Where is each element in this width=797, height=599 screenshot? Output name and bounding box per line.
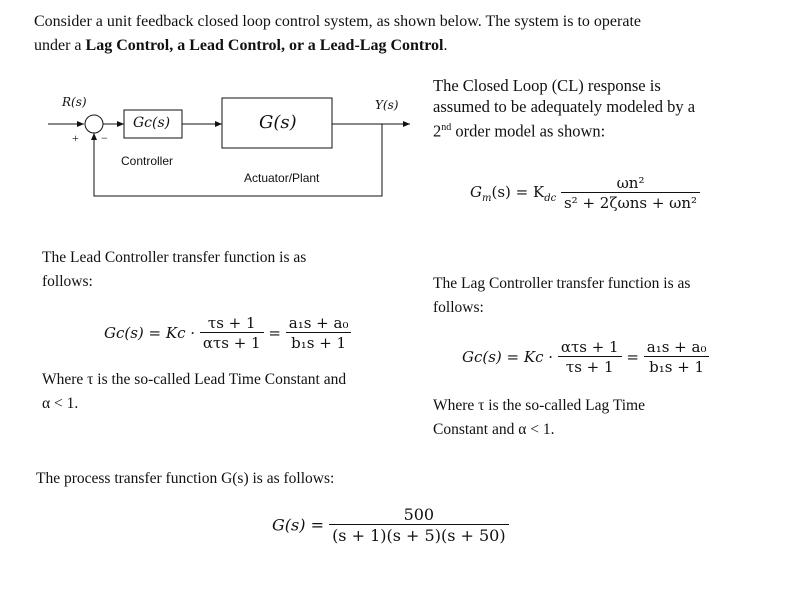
cl-response-line-3	[433, 117, 695, 142]
intro-line-2-prefix: under a	[34, 37, 86, 54]
lag-intro-line-2: follows:	[433, 299, 484, 316]
lag-where-line-1: Where τ is the so-called Lag Time	[433, 397, 645, 414]
control-types: Lag Control, a Lead Control, or a Lead-Lag Control	[85, 37, 444, 54]
lag-where	[433, 394, 645, 442]
gm-arg: (s) = K	[491, 182, 545, 201]
process-numerator: 500	[403, 505, 435, 524]
process-intro: The process transfer function G(s) is as follows:	[36, 470, 335, 487]
gm-numerator: ωn²	[616, 174, 645, 192]
lead-where	[42, 368, 346, 416]
lag-frac2-denominator: b₁s + 1	[644, 356, 710, 376]
plant-block-label: G(s)	[259, 112, 297, 133]
output-label: Y(s)	[375, 98, 399, 112]
lead-frac1-numerator: τs + 1	[207, 314, 256, 332]
lag-where-line-2: Constant and α < 1.	[433, 421, 555, 438]
lag-frac1-denominator: τs + 1	[558, 356, 622, 376]
cl-ordinal-number: 2	[433, 121, 442, 141]
cl-response-line-1: The Closed Loop (CL) response is	[433, 76, 661, 95]
plant-caption: Actuator/Plant	[244, 171, 320, 185]
lag-intro-line-1: The Lag Controller transfer function is as	[433, 275, 691, 292]
controller-block-label: Gc(s)	[133, 115, 171, 131]
plus-sign: +	[72, 131, 79, 145]
lag-equals: =	[626, 348, 639, 366]
lead-where-line-1: Where τ is the so-called Lead Time Constant and	[42, 371, 347, 388]
lead-where-line-2: α < 1.	[42, 395, 79, 412]
gm-equation	[470, 174, 700, 212]
intro-line-1: Consider a unit feedback closed loop control system, as shown below. The system is to operate	[34, 13, 641, 30]
process-denominator: (s + 1)(s + 5)(s + 50)	[329, 524, 509, 545]
lead-frac2-denominator: b₁s + 1	[286, 332, 352, 352]
cl-response-line-2: assumed to be adequately modeled by a	[433, 97, 696, 116]
lag-equation	[462, 338, 709, 376]
lead-equation	[104, 314, 351, 352]
cl-response-line-3-text: order model as shown:	[451, 121, 606, 141]
lead-equals: =	[268, 324, 281, 342]
lag-frac2-numerator: a₁s + a₀	[646, 338, 707, 356]
lead-intro-line-2: follows:	[42, 273, 93, 290]
controller-caption: Controller	[121, 154, 174, 168]
lead-frac1-denominator: ατs + 1	[200, 332, 264, 352]
process-equation	[272, 505, 509, 545]
intro-line-2-suffix: .	[443, 37, 448, 54]
gm-denominator: s² + 2ζωns + ωn²	[561, 192, 700, 212]
lead-eq-lhs: Gc(s) = Kc ·	[104, 324, 196, 342]
lag-eq-lhs: Gc(s) = Kc ·	[462, 348, 554, 366]
lead-intro	[42, 246, 306, 294]
lead-intro-line-1: The Lead Controller transfer function is as	[42, 249, 307, 266]
input-label: R(s)	[62, 95, 87, 109]
minus-sign: −	[101, 131, 108, 145]
gm-symbol: G	[470, 182, 482, 201]
kdc-subscript: dc	[544, 192, 557, 204]
cl-ordinal-suffix: nd	[441, 122, 452, 133]
lag-intro	[433, 272, 690, 320]
lag-frac1-numerator: ατs + 1	[560, 338, 619, 356]
lead-frac2-numerator: a₁s + a₀	[288, 314, 349, 332]
gm-subscript: m	[481, 192, 492, 204]
process-eq-lhs: G(s) =	[272, 515, 324, 535]
cl-response-text	[433, 75, 695, 142]
